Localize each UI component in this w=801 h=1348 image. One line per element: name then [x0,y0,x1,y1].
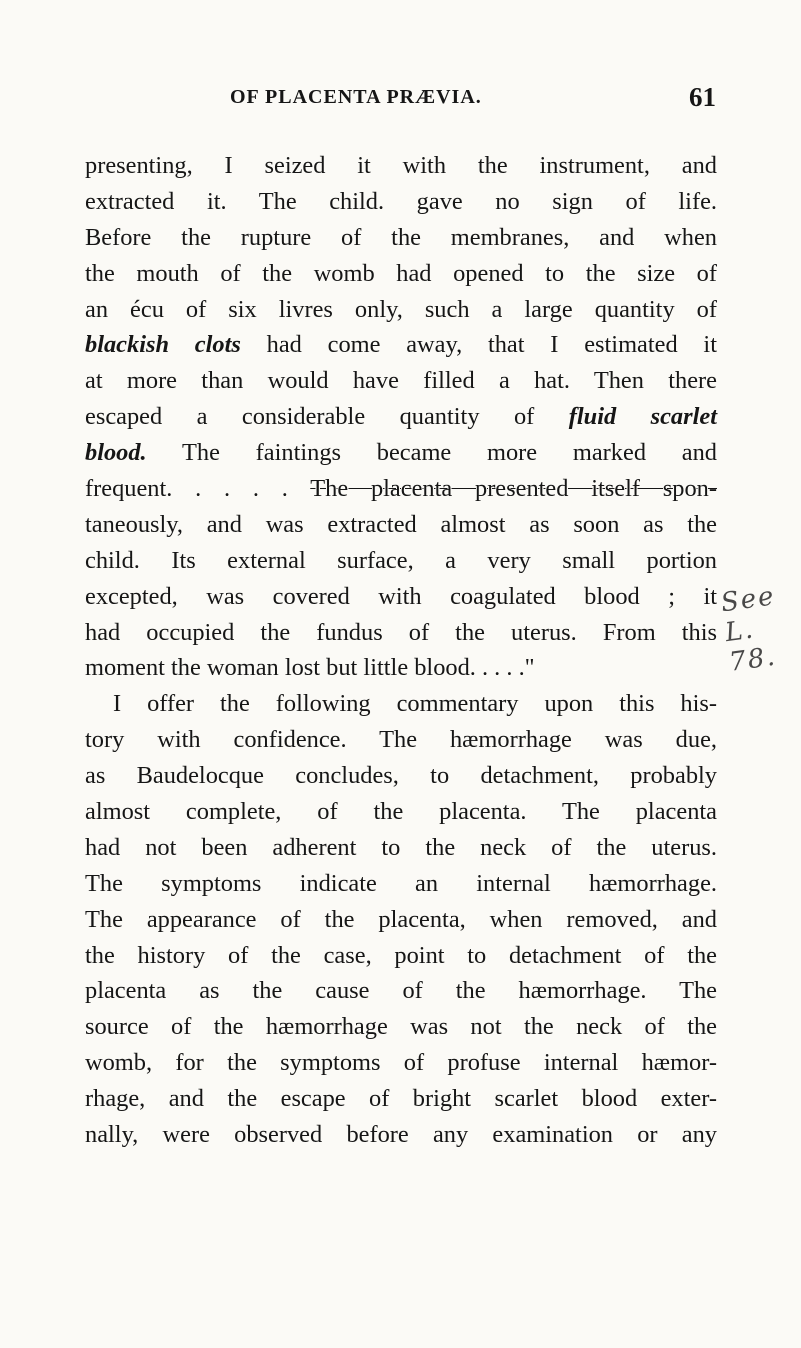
italic-phrase: fluid scarlet [568,403,717,431]
text-line: extracted it. The child. gave no sign of life. [85,187,717,215]
text-line: I offer the following commentary upon this his- [113,690,717,718]
text-line: had occupied the fundus of the uterus. From this [85,618,717,646]
text-line: The symptoms indicate an internal hæmorrhage. [85,869,717,897]
text-fragment: frequent. . . . . [85,475,311,503]
italic-phrase: blood. [85,439,147,467]
text-line: child. Its external surface, a very small portion [85,546,717,574]
text-line: excepted, was covered with coagulated blood ; it [85,582,717,610]
text-line: tory with confidence. The hæmorrhage was due, [85,726,717,754]
text-line: the mouth of the womb had opened to the size of [85,259,717,287]
text-fragment: escaped a considerable quantity of [85,403,569,431]
text-line [85,399,717,435]
page-number: 61 [689,82,716,112]
handwritten-margin-note: See L. 78. [719,581,779,678]
text-line: almost complete, of the placenta. The placenta [85,798,717,826]
text-line: had not been adherent to the neck of the uterus. [85,833,717,861]
running-title: OF PLACENTA PRÆVIA. [230,86,482,108]
text-line: as Baudelocque concludes, to detachment, probably [85,762,717,790]
underlined-phrase: The placenta presented itself spon- [310,475,717,503]
text-line [85,435,717,471]
text-line: source of the hæmorrhage was not the neck of the [85,1013,717,1041]
page-header [230,82,716,116]
text-line: Before the rupture of the membranes, and when [85,223,717,251]
text-line [85,471,717,507]
text-line: the history of the case, point to detachment of the [85,941,717,969]
text-line: nally, were observed before any examination or any [85,1121,717,1149]
text-line: placenta as the cause of the hæmorrhage. The [85,977,717,1005]
text-line [85,327,717,363]
text-line: rhage, and the escape of bright scarlet blood exter- [85,1085,717,1113]
text-fragment: The faintings became more marked and [146,439,717,467]
text-line: The appearance of the placenta, when removed, and [85,905,717,933]
text-fragment: had come away, that I estimated it [240,331,717,359]
text-line: an écu of six livres only, such a large quantity of [85,295,717,323]
text-line: womb, for the symptoms of profuse internal hæmor- [85,1049,717,1077]
italic-phrase: blackish clots [85,331,241,359]
text-line: presenting, I seized it with the instrument, and [85,152,717,179]
body-text [85,148,717,1153]
text-line: at more than would have filled a hat. Then there [85,367,717,395]
text-line: taneously, and was extracted almost as soon as the [85,510,717,538]
text-line: moment the woman lost but little blood. . . . ." [85,654,535,682]
